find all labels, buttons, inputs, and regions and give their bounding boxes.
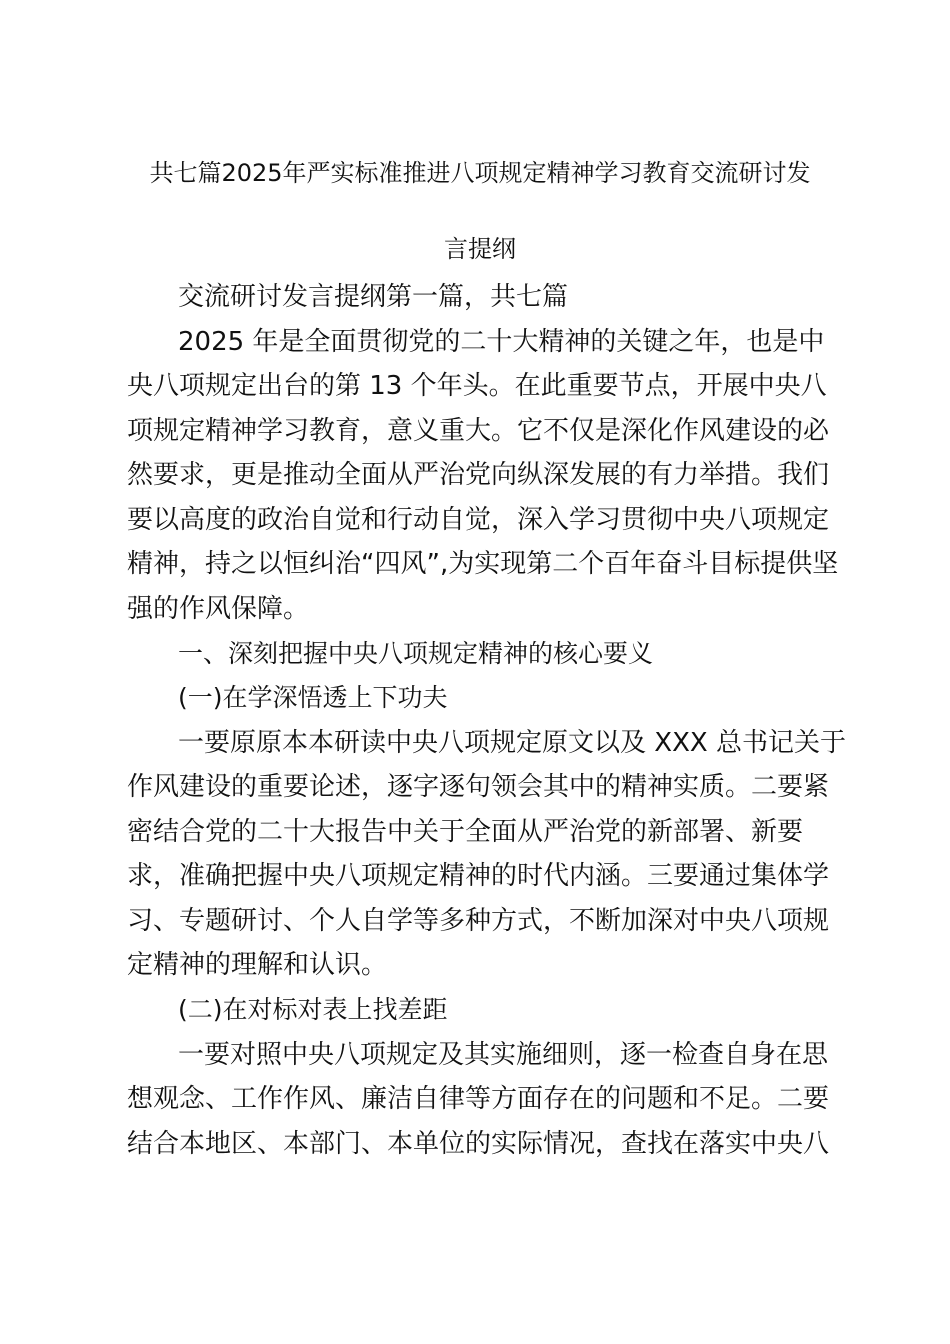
paragraph-line: 求，准确把握中央八项规定精神的时代内涵。三要通过集体学: [127, 861, 830, 891]
paragraph-line: 一要对照中央八项规定及其实施细则，逐一检查自身在思: [178, 1040, 829, 1070]
document-title-line-1: 共七篇2025年严实标准推进八项规定精神学习教育交流研讨发: [149, 159, 811, 187]
paragraph-line: 2025 年是全面贯彻党的二十大精神的关键之年，也是中: [178, 327, 825, 357]
subsection-heading-1: (一)在学深悟透上下功夫: [178, 683, 448, 712]
paragraph-line: 精神，持之以恒纠治“四风”,为实现第二个百年奋斗目标提供坚: [127, 549, 839, 579]
subsection-heading-2: (二)在对标对表上找差距: [178, 995, 448, 1024]
paragraph-line: 强的作风保障。: [127, 594, 310, 624]
paragraph-line: 作风建设的重要论述，逐字逐句领会其中的精神实质。二要紧: [127, 772, 830, 802]
section-heading-1: 一、深刻把握中央八项规定精神的核心要义: [178, 639, 654, 668]
paragraph-line: 要以高度的政治自觉和行动自觉，深入学习贯彻中央八项规定: [127, 505, 830, 535]
paragraph-line: 定精神的理解和认识。: [127, 950, 388, 980]
paragraph-line: 央八项规定出台的第 13 个年头。在此重要节点，开展中央八: [127, 371, 827, 401]
paragraph-line: 然要求，更是推动全面从严治党向纵深发展的有力举措。我们: [127, 460, 830, 490]
paragraph-line: 想观念、工作作风、廉洁自律等方面存在的问题和不足。二要: [127, 1084, 830, 1114]
paragraph-line: 结合本地区、本部门、本单位的实际情况，查找在落实中央八: [127, 1129, 830, 1159]
paragraph-line: 习、专题研讨、个人自学等多种方式，不断加深对中央八项规: [127, 906, 830, 936]
document-title-line-2: 言提纲: [444, 235, 516, 263]
paragraph-line: 项规定精神学习教育，意义重大。它不仅是深化作风建设的必: [127, 416, 830, 446]
paragraph-line: 密结合党的二十大报告中关于全面从严治党的新部署、新要: [127, 817, 804, 847]
document-subtitle: 交流研讨发言提纲第一篇，共七篇: [178, 282, 569, 312]
paragraph-line: 一要原原本本研读中央八项规定原文以及 XXX 总书记关于: [178, 728, 846, 758]
